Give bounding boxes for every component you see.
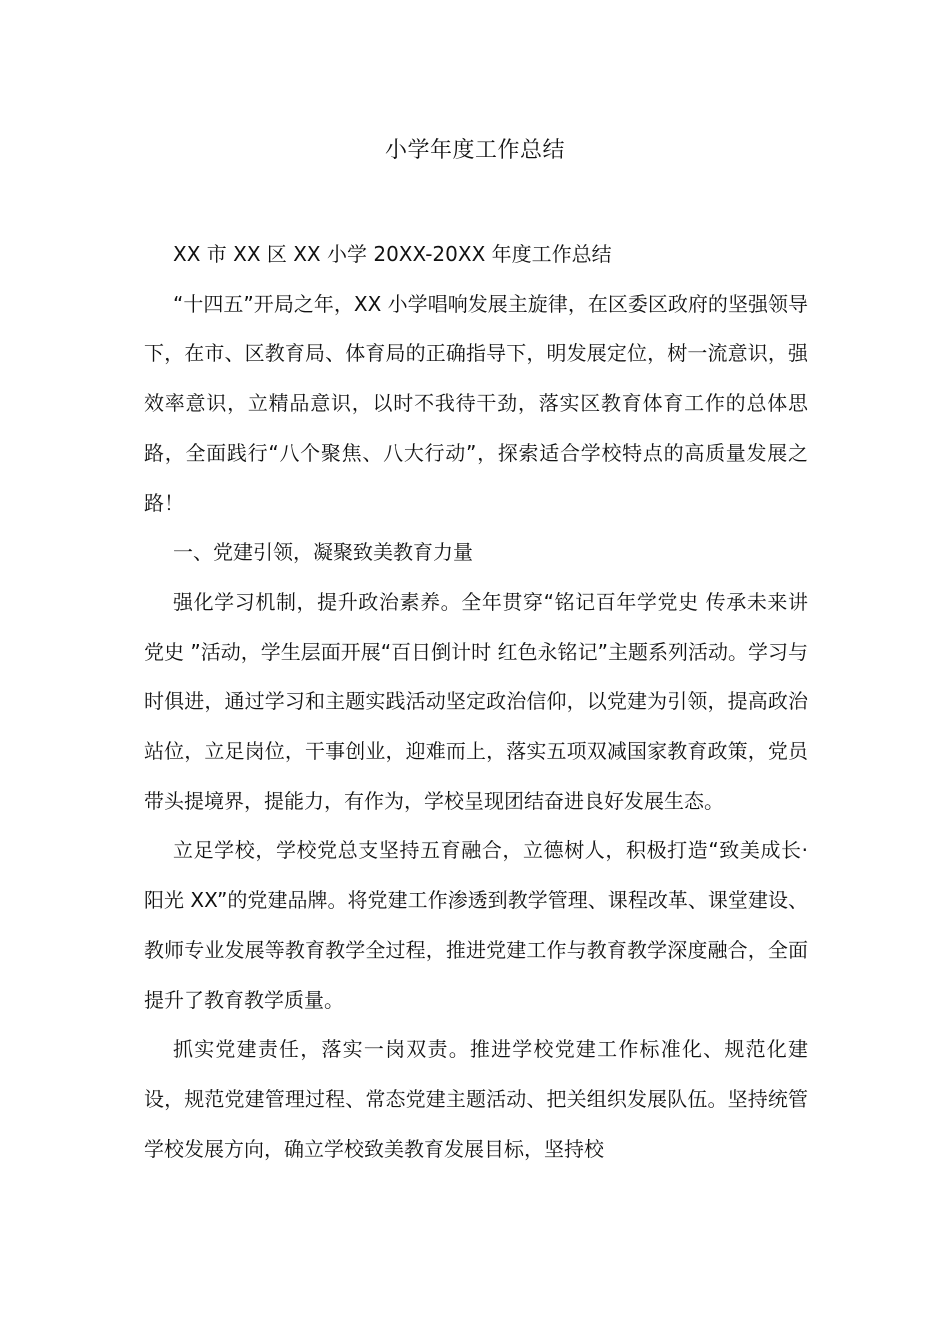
paragraph: 立足学校，学校党总支坚持五育融合，立德树人，积极打造“致美成长·阳光 XX”的党建品牌。将党建工作渗透到教学管理、课程改革、课堂建设、教师专业发展等教育教学全过程，推进党建工作与教育教学深度融合，全面提升了教育教学质量。: [144, 838, 808, 1012]
document-body: [144, 230, 808, 1174]
document-title: 小学年度工作总结: [384, 138, 565, 163]
paragraph-intro: “十四五”开局之年，XX 小学唱响发展主旋律，在区委区政府的坚强领导下，在市、区教育局、体育局的正确指导下，明发展定位，树一流意识，强效率意识，立精品意识，以时不我待干劲，落实区教育体育工作的总体思路，全面践行“八个聚焦、八大行动”，探索适合学校特点的高质量发展之路！: [144, 291, 808, 515]
paragraph: 强化学习机制，提升政治素养。全年贯穿“铭记百年学党史 传承未来讲党史 ”活动，学生层面开展“百日倒计时 红色永铭记”主题系列活动。学习与时俱进，通过学习和主题实践活动坚定政治信仰，以党建为引领，提高政治站位，立足岗位，干事创业，迎难而上，落实五项双减国家教育政策，党员带头提境界，提能力，有作为，学校呈现团结奋进良好发展生态。: [144, 589, 808, 813]
section-heading-1: 一、党建引领，凝聚致美教育力量: [173, 540, 473, 565]
paragraph: 抓实党建责任，落实一岗双责。推进学校党建工作标准化、规范化建设，规范党建管理过程、常态党建主题活动、把关组织发展队伍。坚持统管学校发展方向，确立学校致美教育发展目标，坚持校: [144, 1037, 808, 1161]
paragraph-subtitle: XX 市 XX 区 XX 小学 20XX-20XX 年度工作总结: [173, 242, 612, 266]
